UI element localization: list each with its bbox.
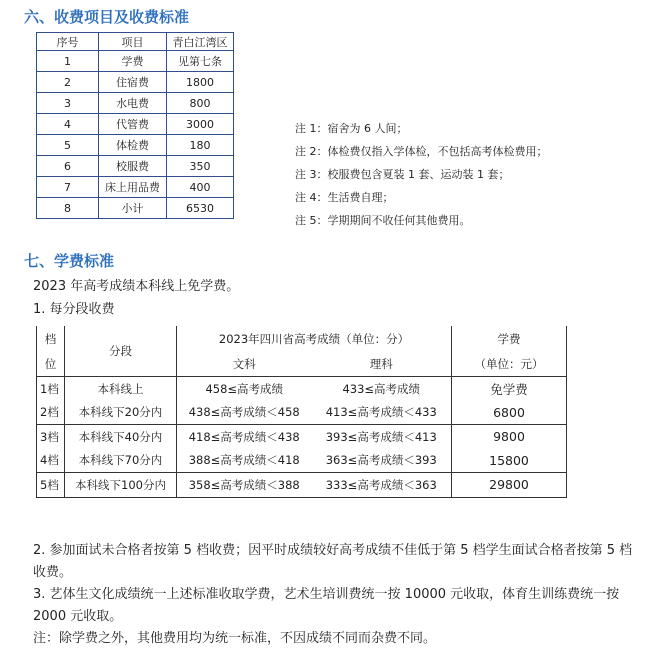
fee-no-cell: 3 bbox=[37, 93, 99, 114]
fee-value-cell: 180 bbox=[167, 135, 234, 156]
section-title-tuition: 七、学费标准 bbox=[24, 252, 115, 270]
paragraph-arts-sports-rule: 3. 艺体生文化成绩统一上述标准收取学费，艺术生培训费统一按 10000 元收取，体育生训练费统一按 2000 元收取。 bbox=[33, 587, 620, 624]
header-tier-2: 位 bbox=[37, 351, 65, 377]
table-row bbox=[37, 177, 234, 198]
tuition-table bbox=[36, 326, 567, 498]
liberal-arts-score-cell: 438≤高考成绩＜458 bbox=[177, 401, 312, 425]
tier-cell: 1档 bbox=[37, 377, 65, 401]
science-score-cell: 433≤高考成绩 bbox=[312, 377, 452, 401]
science-score-cell: 413≤高考成绩＜433 bbox=[325, 405, 437, 420]
liberal-arts-score-cell: 388≤高考成绩＜418 bbox=[177, 449, 312, 473]
fee-item-cell: 床上用品费 bbox=[99, 177, 167, 198]
fee-item-cell: 体检费 bbox=[99, 135, 167, 156]
segment-cell: 本科线下70分内 bbox=[65, 449, 177, 473]
header-fee-2: （单位：元） bbox=[452, 351, 567, 377]
fee-no-cell: 8 bbox=[37, 198, 99, 219]
fee-no-cell: 1 bbox=[37, 51, 99, 72]
fee-cell: 9800 bbox=[452, 425, 567, 449]
segment-cell: 本科线下20分内 bbox=[65, 401, 177, 425]
fee-cell: 免学费 bbox=[452, 377, 567, 401]
fee-table bbox=[36, 32, 234, 219]
tuition-intro: 2023 年高考成绩本科线上免学费。 bbox=[33, 279, 240, 294]
tier-cell: 2档 bbox=[37, 401, 65, 425]
table-row bbox=[37, 114, 234, 135]
fee-value-cell: 1800 bbox=[167, 72, 234, 93]
table-row bbox=[37, 473, 567, 498]
fee-value-cell: 800 bbox=[167, 93, 234, 114]
section-title-fees: 六、收费项目及收费标准 bbox=[24, 8, 190, 26]
table-row bbox=[37, 198, 234, 219]
fee-value-cell: 6530 bbox=[167, 198, 234, 219]
table-row bbox=[37, 377, 567, 401]
header-tier-1: 档 bbox=[37, 326, 65, 351]
header-fee-1: 学费 bbox=[452, 326, 567, 351]
segment-cell: 本科线上 bbox=[65, 377, 177, 401]
fee-cell: 29800 bbox=[452, 473, 567, 498]
table-row bbox=[37, 72, 234, 93]
table-row bbox=[37, 135, 234, 156]
table-row bbox=[37, 449, 567, 473]
fee-no-cell: 2 bbox=[37, 72, 99, 93]
fee-cell: 15800 bbox=[452, 449, 567, 473]
header-science: 理科 bbox=[369, 356, 393, 371]
fee-value-cell: 400 bbox=[167, 177, 234, 198]
fee-item-cell: 水电费 bbox=[99, 93, 167, 114]
tuition-subheading: 1. 每分段收费 bbox=[33, 302, 115, 317]
science-score-cell: 393≤高考成绩＜413 bbox=[312, 425, 452, 449]
note-3: 注 3：校服费包含夏装 1 套、运动装 1 套； bbox=[295, 168, 510, 181]
header-no: 序号 bbox=[37, 33, 99, 51]
fee-value-cell: 350 bbox=[167, 156, 234, 177]
note-1: 注 1：宿舍为 6 人间； bbox=[295, 122, 408, 135]
fee-cell: 6800 bbox=[452, 401, 567, 425]
fee-no-cell: 6 bbox=[37, 156, 99, 177]
table-row bbox=[37, 51, 234, 72]
fee-no-cell: 4 bbox=[37, 114, 99, 135]
table-row bbox=[37, 425, 567, 449]
fee-value-cell: 3000 bbox=[167, 114, 234, 135]
note-4: 注 4：生活费自理； bbox=[295, 191, 394, 204]
fee-item-cell: 代管费 bbox=[99, 114, 167, 135]
header-item: 项目 bbox=[99, 33, 167, 51]
note-5: 注 5：学期期间不收任何其他费用。 bbox=[295, 214, 471, 227]
header-liberal-arts: 文科 bbox=[177, 351, 312, 377]
tier-cell: 4档 bbox=[37, 449, 65, 473]
liberal-arts-score-cell: 418≤高考成绩＜438 bbox=[177, 425, 312, 449]
liberal-arts-score-cell: 458≤高考成绩 bbox=[177, 377, 312, 401]
header-segment: 分段 bbox=[65, 326, 177, 377]
tier-cell: 5档 bbox=[37, 473, 65, 498]
note-2: 注 2：体检费仅指入学体检，不包括高考体检费用； bbox=[295, 145, 548, 158]
tier-cell: 3档 bbox=[37, 425, 65, 449]
table-row bbox=[37, 401, 567, 425]
paragraph-interview-rule: 2. 参加面试未合格者按第 5 档收费；因平时成绩较好高考成绩不佳低于第 5 档学生面试合格者按第 5 档收费。 bbox=[33, 543, 633, 580]
fee-item-cell: 住宿费 bbox=[99, 72, 167, 93]
table-row bbox=[37, 156, 234, 177]
paragraph-note: 注：除学费之外，其他费用均为统一标准，不因成绩不同而杂费不同。 bbox=[33, 631, 437, 646]
header-campus: 青白江湾区 bbox=[167, 33, 234, 51]
segment-cell: 本科线下100分内 bbox=[65, 473, 177, 498]
fee-item-cell: 学费 bbox=[99, 51, 167, 72]
fee-item-cell: 小计 bbox=[99, 198, 167, 219]
fee-no-cell: 7 bbox=[37, 177, 99, 198]
fee-notes bbox=[295, 117, 548, 232]
segment-cell: 本科线下40分内 bbox=[65, 425, 177, 449]
science-score-cell: 333≤高考成绩＜363 bbox=[312, 473, 452, 498]
fee-value-cell: 见第七条 bbox=[167, 51, 234, 72]
science-score-cell: 363≤高考成绩＜393 bbox=[325, 453, 437, 468]
header-score-group: 2023年四川省高考成绩（单位：分） bbox=[177, 326, 452, 351]
fee-item-cell: 校服费 bbox=[99, 156, 167, 177]
table-row bbox=[37, 93, 234, 114]
fee-no-cell: 5 bbox=[37, 135, 99, 156]
table-header-row bbox=[37, 33, 234, 51]
liberal-arts-score-cell: 358≤高考成绩＜388 bbox=[177, 473, 312, 498]
